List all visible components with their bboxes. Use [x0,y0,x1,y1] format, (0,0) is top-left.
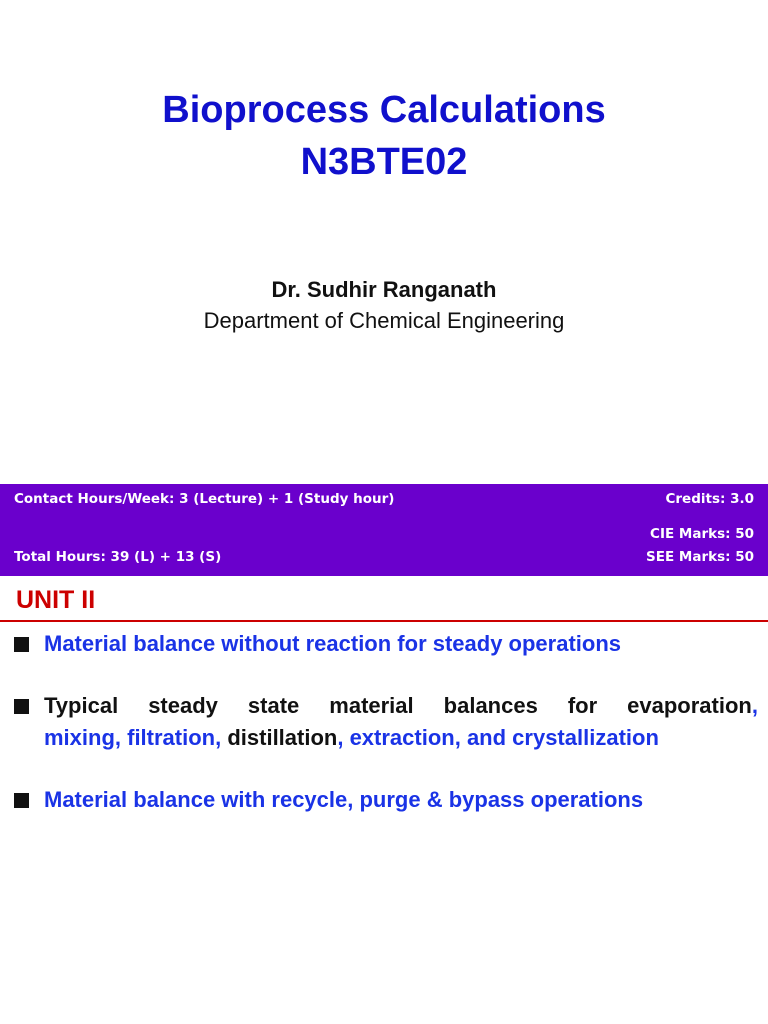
bullet-item [14,628,758,660]
word: state [247,693,300,718]
unit-divider [0,620,768,622]
text-mixing: mixing, filtration, [44,725,228,750]
contact-hours: Contact Hours/Week: 3 (Lecture) + 1 (Study hour) [14,491,395,507]
bullet-text [44,690,758,754]
bullet-text: Material balance without reaction for steady operations [44,631,622,656]
text-extraction: , extraction, and crystallization [337,725,659,750]
course-title: Bioprocess Calculations [162,89,606,131]
word: balances [443,693,538,718]
word: steady [148,693,218,718]
slide-title [0,84,768,188]
bullet-item [14,784,758,816]
word: evaporation [627,693,752,718]
word: material [329,693,414,718]
author-name: Dr. Sudhir Ranganath [271,277,497,302]
square-bullet-icon [14,793,29,808]
word-group [627,690,758,722]
course-info-bar [0,484,768,576]
author-department: Department of Chemical Engineering [203,308,565,333]
text-distillation: distillation [227,725,338,750]
cie-marks: CIE Marks: 50 [650,526,754,542]
author-block [0,274,768,336]
square-bullet-icon [14,699,29,714]
unit-heading: UNIT II [16,586,96,614]
bullet-line [44,722,758,754]
square-bullet-icon [14,637,29,652]
credits: Credits: 3.0 [665,491,754,507]
bullet-item [14,690,758,754]
see-marks: SEE Marks: 50 [646,549,754,565]
comma: , [751,693,758,718]
bullet-text: Material balance with recycle, purge & bypass operations [44,787,644,812]
bullet-line-justified [44,690,758,722]
word: for [567,693,598,718]
word: Typical [44,693,119,718]
course-code: N3BTE02 [300,141,468,183]
total-hours: Total Hours: 39 (L) + 13 (S) [14,549,222,565]
